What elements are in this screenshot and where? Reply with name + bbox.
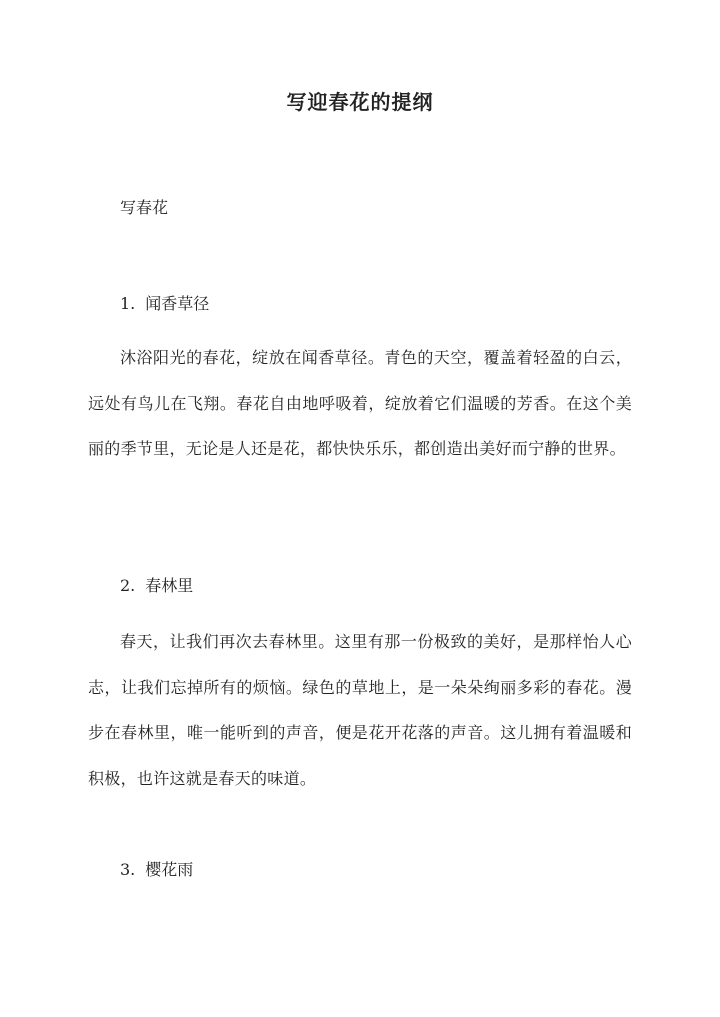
document-title: 写迎春花的提纲 bbox=[286, 90, 434, 114]
section-number: 1. bbox=[120, 294, 136, 313]
section-number: 3. bbox=[120, 860, 136, 879]
document-subtitle: 写春花 bbox=[120, 198, 169, 217]
section-heading-text: 春林里 bbox=[145, 576, 194, 595]
section-heading-3 bbox=[120, 858, 193, 882]
section-heading-text: 樱花雨 bbox=[145, 860, 194, 879]
section-number: 2. bbox=[120, 576, 136, 595]
section-heading-text: 闻香草径 bbox=[145, 294, 210, 313]
section-heading-2 bbox=[120, 574, 193, 598]
section-paragraph-1: 沐浴阳光的春花，绽放在闻香草径。青色的天空，覆盖着轻盈的白云，远处有鸟儿在飞翔。春花自由地呼吸着，绽放着它们温暖的芳香。在这个美丽的季节里，无论是人还是花，都快快乐乐，都创造出美好而宁静的世界。 bbox=[88, 348, 632, 458]
section-heading-1 bbox=[120, 292, 209, 316]
section-paragraph-2: 春天，让我们再次去春林里。这里有那一份极致的美好，是那样怡人心志，让我们忘掉所有的烦恼。绿色的草地上，是一朵朵绚丽多彩的春花。漫步在春林里，唯一能听到的声音，便是花开花落的声音。这儿拥有着温暖和积极，也许这就是春天的味道。 bbox=[88, 632, 632, 788]
